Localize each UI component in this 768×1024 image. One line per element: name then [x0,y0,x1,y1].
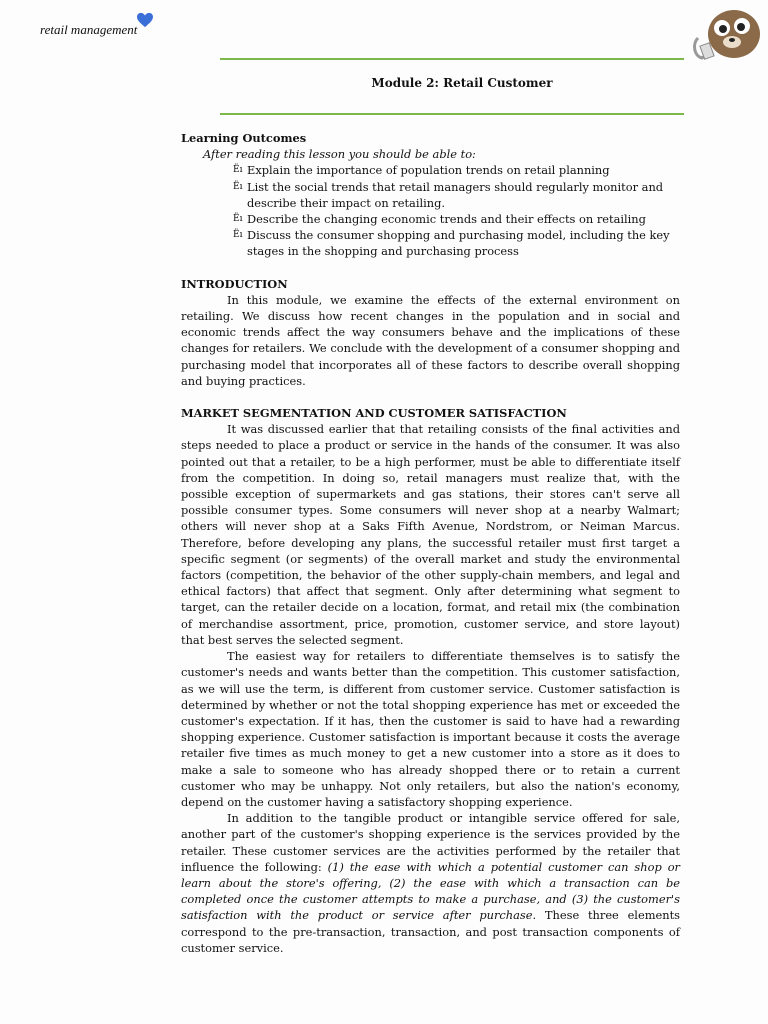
header-label: retail management [40,22,138,37]
segmentation-heading: MARKET SEGMENTATION AND CUSTOMER SATISFACTION [181,406,567,421]
segmentation-paragraph-2: The easiest way for retailers to differentiate themselves is to satisfy the customer's needs and wants better than the competition. This customer satisfaction, as we will use the term, is different from customer service. Customer satisfaction is determined by whether or not the total shopping experience has met or exceeded the customer's expectation. If it has, then the customer is said to have had a rewarding shopping experience. Customer satisfaction is important because it costs the average retailer five times as much money to get a new customer into a store as it does to make a sale to someone who has already shopped there or to retain a current customer who may be unhappy. Not only retailers, but also the nation's economy, depend on the customer having a satisfactory shopping experience. [181,649,680,809]
document-body [181,130,680,956]
bullet-icon: Ëı [233,181,243,192]
introduction-paragraph: In this module, we examine the effects of the external environment on retailing. We discuss how recent changes in the population and in social and economic trends affect the way consumers behave and the implications of these changes for retailers. We conclude with the development of a consumer shopping and purchasing model that incorporates all of these factors to describe overall shopping and buying practices. [181,292,680,388]
list-item: Ëı Describe the changing economic trends and their effects on retailing [233,212,646,227]
learning-outcomes-intro: After reading this lesson you should be able to: [203,147,476,162]
list-item: Ëı Explain the importance of population trends on retail planning [233,163,610,178]
learning-outcomes-list [181,162,680,259]
bullet-icon: Ëı [233,230,243,241]
bullet-icon: Ëı [233,165,243,176]
heart-icon [136,12,154,28]
top-rule [220,58,684,60]
segmentation-paragraph-1: It was discussed earlier that that retailing consists of the final activities and steps needed to place a product or service in the hands of the consumer. It was also pointed out that a retailer, to be a high performer, must be able to differentiate itself from the competition. In doing so, retail managers must realize that, with the possible exception of supermarkets and gas stations, their stores can't serve all possible consumer types. Some consumers will never shop at a nearby Walmart; others will never shop at a Saks Fifth Avenue, Nordstrom, or Neiman Marcus. Therefore, before developing any plans, the successful retailer must first target a specific segment (or segments) of the overall market and study the environmental factors (competition, the behavior of the other supply-chain members, and legal and ethical factors) that affect that segment. Only after determining what segment to target, can the retailer decide on a location, format, and retail mix (the combination of merchandise assortment, price, promotion, customer service, and store layout) that best serves the selected segment. [181,422,680,647]
page-title: Module 2: Retail Customer [371,76,553,90]
introduction-heading: INTRODUCTION [181,276,288,291]
segmentation-paragraph-3: In addition to the tangible product or intangible service offered for sale, another part of the customer's shopping experience is the services provided by the retailer. These customer services are the activities performed by the retailer that influence the following: (1) the ease with which a potential customer can shop or learn about the store's offering, (2) the ease with which a transaction can be completed once the customer attempts to make a purchase, and (3) the customer's satisfaction with the product or service after purchase. These three elements correspond to the pre-transaction, transaction, and post transaction components of customer service. [181,811,681,955]
bullet-icon: Ëı [233,214,243,225]
list-item: Ëı Discuss the consumer shopping and purchasing model, including the key stages in the shopping and purchasing process [233,228,670,259]
learning-outcomes-heading: Learning Outcomes [181,131,307,145]
list-item: Ëı List the social trends that retail managers should regularly monitor and describe their impact on retailing. [233,179,664,210]
bottom-rule [220,113,684,115]
mascot-icon [688,0,768,70]
